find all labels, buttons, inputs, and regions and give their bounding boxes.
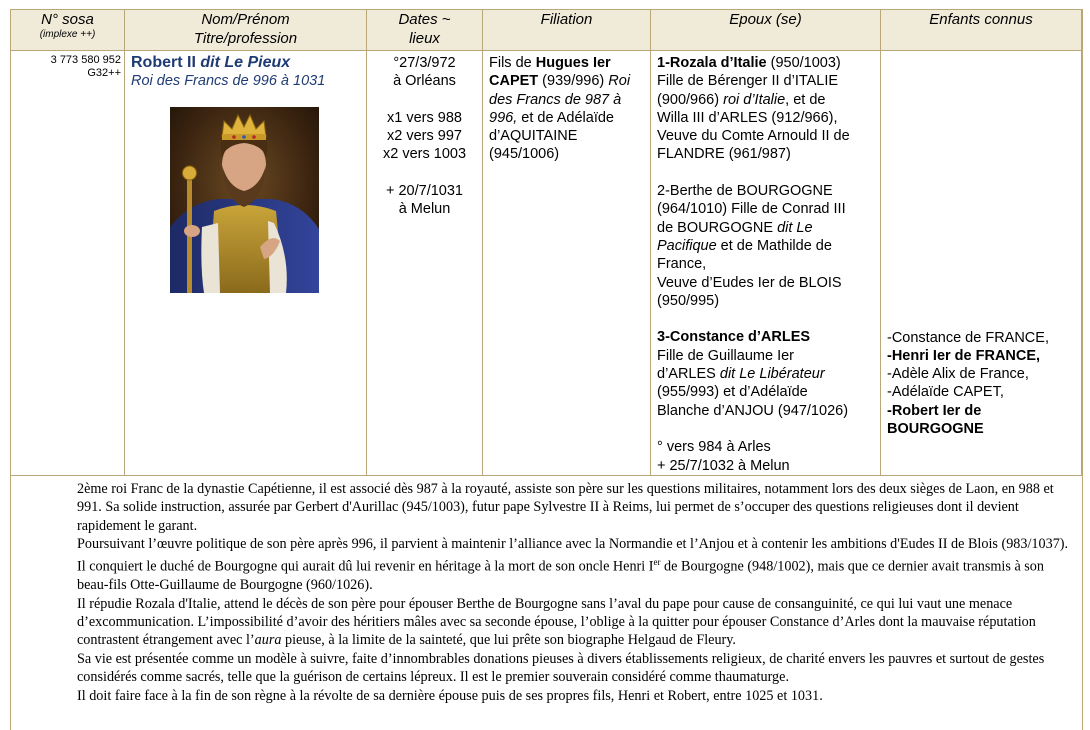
bio-paragraph: 2ème roi Franc de la dynastie Capétienne, il est associé dès 987 à la royauté, assiste son père sur les questions militaires, notamment lors des deux sièges de Laon, en 988 et 991. Sa solide instruction, assurée par Gerbert d'Aurillac (945/1003), futur pape Sylvestre II à Reims, lui permet de s’occuper des questions religieuses dont il devient rapidement le garant. [77, 481, 1054, 534]
marriage-3: x2 vers 1003 [382, 146, 467, 163]
header-spouses: Epoux (se) [651, 10, 881, 51]
header-sosa-sub: (implexe ++) [39, 29, 96, 40]
children-list [887, 329, 1075, 439]
bio-paragraph: Sa vie est présentée comme un modèle à suivre, faite d’innombrables donations pieuses à divers établissements religieux, de charité envers les pauvres et surtout de gestes considérés comme sacrés, telle que la guérison de certains lépreux. Il est le premier souverain considéré comme thaumaturge. [77, 650, 1045, 686]
header-filiation: Filiation [483, 10, 651, 51]
death-date: + 20/7/1031 [385, 183, 463, 200]
child-item: -Adèle Alix de France, [887, 366, 1029, 383]
name-cell [125, 51, 367, 476]
spouse-1: 1-Rozala d’Italie (950/1003) Fille de Bérenger II d’ITALIE (900/966) roi d’Italie, et de Willa III d’ARLES (912/966), Veuve du Comte Arnould II de FLANDRE (961/987) [657, 55, 850, 163]
header-children: Enfants connus [881, 10, 1082, 51]
spouses-cell [651, 51, 881, 476]
father-title: Roi des Francs de 987 à 996, [489, 73, 631, 126]
dates-cell [367, 51, 483, 476]
header-dates: Dates ~ lieux [367, 10, 483, 51]
child-item: -Adélaïde CAPET, [887, 384, 1004, 401]
child-item: -Henri Ier de FRANCE, [887, 347, 1041, 364]
children-cell [881, 51, 1082, 476]
header-sosa: N° sosa (implexe ++) [11, 10, 125, 51]
child-item: -Constance de FRANCE, [887, 329, 1049, 346]
bio-paragraph: Poursuivant l’œuvre politique de son père après 996, il parvient à maintenir l’alliance avec la Normandie et l’Anjou et à contenir les ambitions d'Eudes II de Blois (983/1037). [77, 536, 1069, 553]
header-row [11, 10, 1082, 51]
marriage-1: x1 vers 988 [387, 109, 462, 126]
father-name: Hugues Ier CAPET [489, 55, 611, 90]
generation-label: G32++ [87, 67, 121, 79]
bio-paragraph: Il conquiert le duché de Bourgogne qui aurait dû lui revenir en héritage à la mort de son oncle Henri Ier de Bourgogne (948/1002), mais que ce dernier avait transmis à son beau-fils Otte-Guillaume de Bourgogne (960/1026). [77, 557, 1044, 594]
person-title: Roi des Francs de 996 à 1031 [131, 73, 326, 89]
king-portrait-image [170, 107, 319, 293]
genealogy-table [10, 9, 1082, 476]
person-row [11, 51, 1082, 476]
marriage-2: x2 vers 997 [387, 128, 462, 145]
spouse-2: 2-Berthe de BOURGOGNE (964/1010) Fille de Conrad III de BOURGOGNE dit Le Pacifique et de Mathilde de France, Veuve d’Eudes Ier de BLOIS (950/995) [657, 183, 846, 309]
child-item: BOURGOGNE [887, 420, 984, 437]
spouse-3: 3-Constance d’ARLES Fille de Guillaume Ier d’ARLES dit Le Libérateur (955/993) et d’Adélaïde Blanche d’ANJOU (947/1026) ° vers 984 à Arles + 25/7/1032 à Melun [657, 329, 849, 474]
birth-date: °27/3/972 [393, 55, 456, 71]
filiation-cell: Fils de Hugues Ier CAPET (939/996) Roi des Francs de 987 à 996, et de Adélaïde d’AQUITAINE (945/1006) [483, 51, 651, 476]
child-item: -Robert Ier de [887, 402, 982, 419]
death-place: à Melun [398, 201, 451, 218]
bio-paragraph: Il répudie Rozala d'Italie, attend le décès de son père pour épouser Berthe de Bourgogne sans l’aval du pape pour cause de consanguinité, ce qui lui vaut une menace d’excommunication. L’impossibilité d’avoir des héritiers mâles avec sa seconde épouse, l’oblige à la quitter pour épouser Constance d’Arles dont la mauvaise réputation contrastent étrangement avec l’aura pieuse, à la limite de la sainteté, que lui prête son biographe Helgaud de Fleury. [77, 595, 1036, 649]
person-name: Robert II dit Le Pieux [131, 54, 291, 71]
birth-place: à Orléans [393, 73, 456, 90]
biography-text [77, 480, 1073, 705]
bio-paragraph: Il doit faire face à la fin de son règne à la révolte de sa dernière épouse puis de ses propres fils, Henri et Robert, entre 1025 et 1031. [77, 687, 823, 704]
sosa-cell [11, 51, 125, 476]
header-name: Nom/Prénom Titre/profession [125, 10, 367, 51]
sosa-number: 3 773 580 952 [50, 54, 121, 66]
